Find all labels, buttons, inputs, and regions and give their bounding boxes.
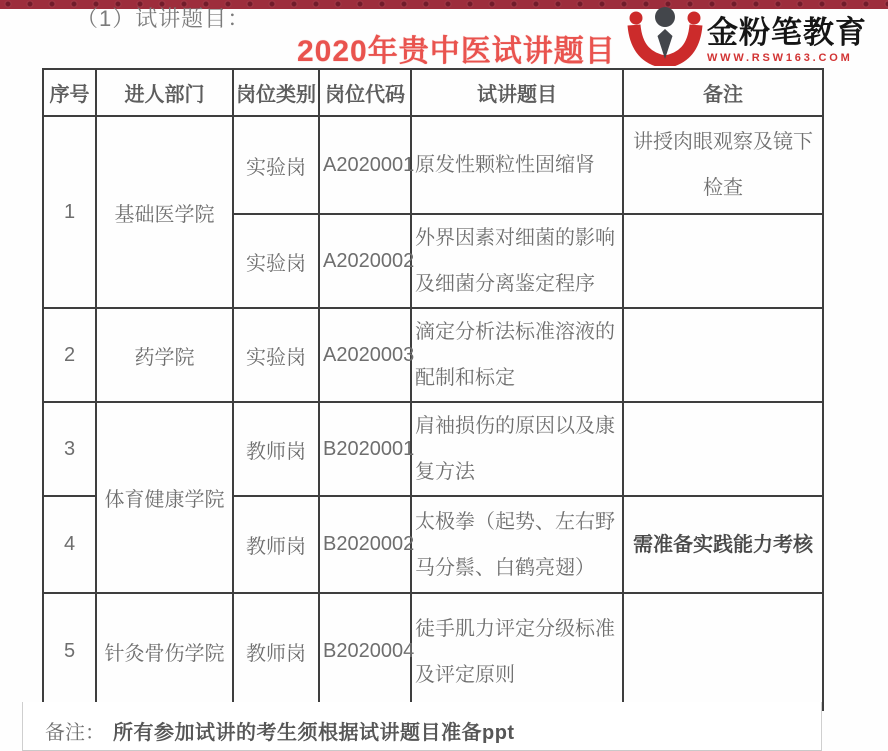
footer-note — [22, 702, 822, 751]
cell-note — [623, 593, 823, 710]
cell-topic: 外界因素对细菌的影响及细菌分离鉴定程序 — [411, 214, 623, 308]
lecture-topics-table — [42, 68, 824, 711]
cell-topic: 徒手肌力评定分级标准及评定原则 — [411, 593, 623, 710]
cell-code: B2020001 — [319, 402, 411, 496]
table-row — [43, 308, 823, 402]
cell-note: 需准备实践能力考核 — [623, 496, 823, 593]
cell-type: 教师岗 — [233, 402, 319, 496]
cell-type: 实验岗 — [233, 308, 319, 402]
cell-type: 教师岗 — [233, 496, 319, 593]
footer-text: 所有参加试讲的考生须根据试讲题目准备ppt — [113, 722, 515, 744]
cell-code: A2020003 — [319, 308, 411, 402]
person-with-tie-icon — [626, 6, 704, 66]
brand-text-block — [707, 6, 867, 64]
cell-code: B2020002 — [319, 496, 411, 593]
cell-type: 实验岗 — [233, 214, 319, 308]
header-topic: 试讲题目 — [411, 69, 623, 116]
footer-label: 备注： — [45, 722, 105, 744]
cell-note: 讲授肉眼观察及镜下检查 — [623, 116, 823, 214]
cell-topic: 太极拳（起势、左右野马分鬃、白鹤亮翅） — [411, 496, 623, 593]
cell-note — [623, 214, 823, 308]
header-code: 岗位代码 — [319, 69, 411, 116]
table-row — [43, 593, 823, 710]
header-type: 岗位类别 — [233, 69, 319, 116]
cell-code: A2020001 — [319, 116, 411, 214]
cell-topic: 滴定分析法标准溶液的配制和标定 — [411, 308, 623, 402]
cell-no: 3 — [43, 402, 96, 496]
cell-dept: 基础医学院 — [96, 116, 233, 308]
cell-no: 4 — [43, 496, 96, 593]
cell-no: 1 — [43, 116, 96, 308]
table-row — [43, 116, 823, 214]
page-title: 2020年贵中医试讲题目 — [297, 35, 616, 68]
cell-no: 2 — [43, 308, 96, 402]
section-label: （1）试讲题目： — [76, 6, 251, 31]
table-header-row — [43, 69, 823, 116]
header-no: 序号 — [43, 69, 96, 116]
header-dept: 进人部门 — [96, 69, 233, 116]
cell-code: A2020002 — [319, 214, 411, 308]
cell-topic: 肩袖损伤的原因以及康复方法 — [411, 402, 623, 496]
cell-type: 教师岗 — [233, 593, 319, 710]
brand-url: WWW.RSW163.COM — [707, 52, 853, 65]
table-row — [43, 402, 823, 496]
cell-no: 5 — [43, 593, 96, 710]
brand-name: 金粉笔教育 — [707, 15, 867, 50]
brand-logo — [626, 6, 867, 66]
cell-dept: 药学院 — [96, 308, 233, 402]
cell-code: B2020004 — [319, 593, 411, 710]
header-note: 备注 — [623, 69, 823, 116]
cell-dept: 针灸骨伤学院 — [96, 593, 233, 710]
cell-note — [623, 308, 823, 402]
cell-note — [623, 402, 823, 496]
cell-topic: 原发性颗粒性固缩肾 — [411, 116, 623, 214]
cell-dept: 体育健康学院 — [96, 402, 233, 593]
cell-type: 实验岗 — [233, 116, 319, 214]
